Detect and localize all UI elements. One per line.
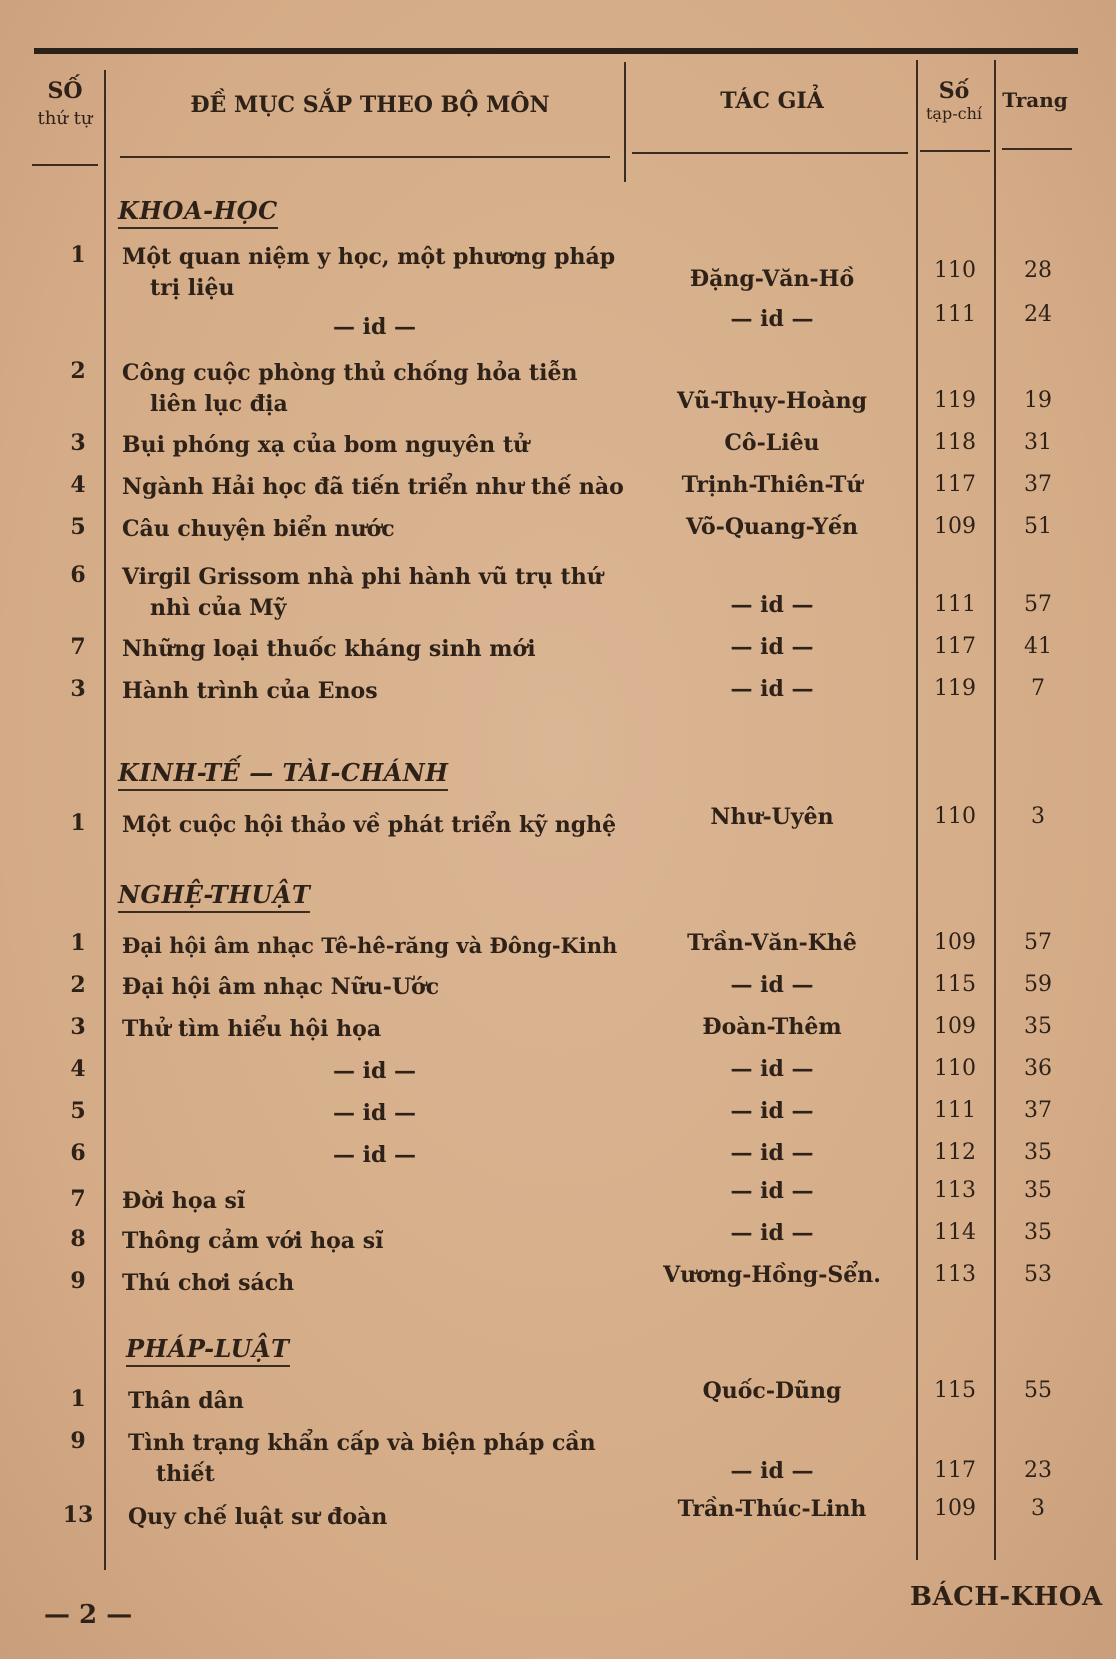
row-issue: 109 <box>934 930 976 955</box>
header-issue-line2: tạp-chí <box>926 104 982 124</box>
top-rule <box>34 48 1078 54</box>
row-author: — id — <box>730 972 814 998</box>
column-rule-2 <box>624 62 626 182</box>
row-number: 1 <box>70 930 86 956</box>
title-line: liên lục địa <box>150 391 288 417</box>
row-author: Quốc-Dũng <box>702 1378 842 1404</box>
row-page: 35 <box>1024 1140 1052 1165</box>
row-title: Một cuộc hội thảo về phát triển kỹ nghệ <box>122 812 617 838</box>
row-number: 4 <box>70 472 86 498</box>
row-author: — id — <box>730 1056 814 1082</box>
row-page: 55 <box>1024 1378 1052 1403</box>
header-rule-number <box>32 164 98 166</box>
row-title: Thông cảm với họa sĩ <box>122 1228 384 1254</box>
title-line: Một quan niệm y học, một phương pháp <box>122 244 616 270</box>
header-author: TÁC GIẢ <box>720 88 824 114</box>
title-line: nhì của Mỹ <box>150 595 287 621</box>
row-author: Võ-Quang-Yến <box>685 514 859 540</box>
title-line: — id — <box>332 1142 417 1168</box>
row-title: Những loại thuốc kháng sinh mới <box>122 636 536 662</box>
row-title: Thân dân <box>128 1388 244 1414</box>
row-issue: 113 <box>934 1178 976 1203</box>
title-line: Virgil Grissom nhà phi hành vũ trụ thứ <box>122 564 603 590</box>
row-number: 5 <box>70 514 86 540</box>
title-line: Công cuộc phòng thủ chống hỏa tiễn <box>122 360 578 386</box>
row-issue: 112 <box>934 1140 976 1165</box>
row-author: — id — <box>730 1098 814 1124</box>
row-page: 41 <box>1024 634 1052 659</box>
row-author: Vũ-Thụy-Hoàng <box>677 388 867 414</box>
row-number: 9 <box>70 1428 86 1454</box>
row-page: 57 <box>1024 930 1052 955</box>
header-number <box>30 78 100 131</box>
row-title <box>128 1428 633 1490</box>
row-issue: 111 <box>934 592 976 617</box>
row-page: 51 <box>1024 514 1052 539</box>
row-title: Hành trình của Enos <box>122 678 378 704</box>
row-number: 3 <box>70 1014 86 1040</box>
header-page: Trang <box>1002 88 1068 112</box>
row-issue: 119 <box>934 388 976 413</box>
row-number: 13 <box>62 1502 94 1528</box>
header-issue <box>918 78 990 124</box>
row-issue: 109 <box>934 514 976 539</box>
row-number: 1 <box>70 242 86 268</box>
row-number: 3 <box>70 676 86 702</box>
column-rule-4 <box>994 60 996 1560</box>
row-title: Bụi phóng xạ của bom nguyên tử <box>122 432 529 458</box>
row-title <box>122 1056 627 1087</box>
row-author: — id — <box>730 1458 814 1484</box>
row-page: 3 <box>1031 1496 1045 1521</box>
row-issue: 115 <box>934 1378 976 1403</box>
row-title: Câu chuyện biển nước <box>122 516 395 542</box>
row-title: Đời họa sĩ <box>122 1188 246 1214</box>
row-issue: 117 <box>934 1458 976 1483</box>
row-title <box>122 1140 627 1171</box>
row-page: 37 <box>1024 472 1052 497</box>
row-page: 3 <box>1031 804 1045 829</box>
header-number-line2: thứ tự <box>37 108 93 130</box>
row-page: 36 <box>1024 1056 1052 1081</box>
row-number: 6 <box>70 1140 86 1166</box>
row-page: 59 <box>1024 972 1052 997</box>
row-issue: 111 <box>934 302 976 327</box>
row-page: 35 <box>1024 1178 1052 1203</box>
row-number: 6 <box>70 562 86 588</box>
row-page: 31 <box>1024 430 1052 455</box>
header-issue-line1: Số <box>938 78 970 104</box>
row-issue: 109 <box>934 1014 976 1039</box>
row-issue: 117 <box>934 634 976 659</box>
row-page: 7 <box>1031 676 1045 701</box>
row-author: Đoàn-Thêm <box>702 1014 842 1040</box>
header-rule-page <box>1002 148 1072 150</box>
row-author: Vương-Hồng-Sển. <box>663 1262 881 1288</box>
header-rule-author <box>632 152 908 154</box>
section-heading-science: KHOA-HỌC <box>118 196 278 229</box>
row-title: Thử tìm hiểu hội họa <box>122 1016 382 1042</box>
row-page: 24 <box>1024 302 1052 327</box>
row-author: Cô-Liêu <box>724 430 820 456</box>
row-author: Như-Uyên <box>710 804 834 830</box>
row-author: Trần-Văn-Khê <box>687 930 857 956</box>
row-number: 9 <box>70 1268 86 1294</box>
row-title <box>122 1098 627 1129</box>
row-number: 7 <box>70 1186 86 1212</box>
row-issue: 118 <box>934 430 976 455</box>
header-rule-title <box>120 156 610 158</box>
row-number: 3 <box>70 430 86 456</box>
row-issue: 109 <box>934 1496 976 1521</box>
row-issue: 119 <box>934 676 976 701</box>
row-title <box>122 312 627 343</box>
row-page: 57 <box>1024 592 1052 617</box>
row-number: 1 <box>70 810 86 836</box>
row-issue: 114 <box>934 1220 976 1245</box>
title-line: — id — <box>332 1058 417 1084</box>
row-author: — id — <box>730 1220 814 1246</box>
row-page: 19 <box>1024 388 1052 413</box>
row-author: Trần-Thúc-Linh <box>677 1496 867 1522</box>
row-title <box>122 242 627 304</box>
section-heading-arts: NGHỆ-THUẬT <box>118 880 310 913</box>
row-page: 35 <box>1024 1014 1052 1039</box>
section-heading-law: PHÁP-LUẬT <box>126 1334 290 1367</box>
row-number: 4 <box>70 1056 86 1082</box>
row-author: Đặng-Văn-Hồ <box>689 266 855 292</box>
row-number: 1 <box>70 1386 86 1412</box>
row-title: Quy chế luật sư đoàn <box>128 1504 388 1530</box>
row-author: — id — <box>730 306 814 332</box>
row-page: 37 <box>1024 1098 1052 1123</box>
row-issue: 113 <box>934 1262 976 1287</box>
section-heading-economics: KINH-TẾ — TÀI-CHÁNH <box>118 758 448 791</box>
row-issue: 115 <box>934 972 976 997</box>
title-line: — id — <box>332 314 417 340</box>
row-issue: 111 <box>934 1098 976 1123</box>
row-author: — id — <box>730 1140 814 1166</box>
row-title: Thú chơi sách <box>122 1270 295 1296</box>
publication-name: BÁCH-KHOA <box>910 1582 1103 1612</box>
row-number: 5 <box>70 1098 86 1124</box>
row-author: — id — <box>730 676 814 702</box>
row-number: 7 <box>70 634 86 660</box>
row-issue: 110 <box>934 804 976 829</box>
title-line: — id — <box>332 1100 417 1126</box>
row-author: — id — <box>730 592 814 618</box>
row-page: 28 <box>1024 258 1052 283</box>
row-issue: 110 <box>934 1056 976 1081</box>
row-number: 8 <box>70 1226 86 1252</box>
row-issue: 117 <box>934 472 976 497</box>
header-rule-issue <box>920 150 990 152</box>
row-number: 2 <box>70 972 86 998</box>
page-number: — 2 — <box>44 1600 133 1630</box>
row-title: Đại hội âm nhạc Nữu-Ước <box>122 974 440 1000</box>
column-rule-3 <box>916 60 918 1560</box>
row-page: 35 <box>1024 1220 1052 1245</box>
title-line: trị liệu <box>150 275 235 301</box>
row-title: Ngành Hải học đã tiến triển như thế nào <box>122 474 624 500</box>
row-page: 53 <box>1024 1262 1052 1287</box>
title-line: thiết <box>156 1461 215 1487</box>
row-author: Trịnh-Thiên-Tứ <box>681 472 863 498</box>
header-number-line1: SỐ <box>47 78 83 104</box>
row-author: — id — <box>730 1178 814 1204</box>
row-page: 23 <box>1024 1458 1052 1483</box>
row-number: 2 <box>70 358 86 384</box>
header-title: ĐỀ MỤC SẮP THEO BỘ MÔN <box>190 92 550 118</box>
title-line: Tình trạng khẩn cấp và biện pháp cần <box>128 1430 596 1456</box>
row-issue: 110 <box>934 258 976 283</box>
row-author: — id — <box>730 634 814 660</box>
row-title <box>122 562 627 624</box>
row-title <box>122 358 627 420</box>
row-title: Đại hội âm nhạc Tê-hê-răng và Đông-Kinh <box>122 933 618 958</box>
